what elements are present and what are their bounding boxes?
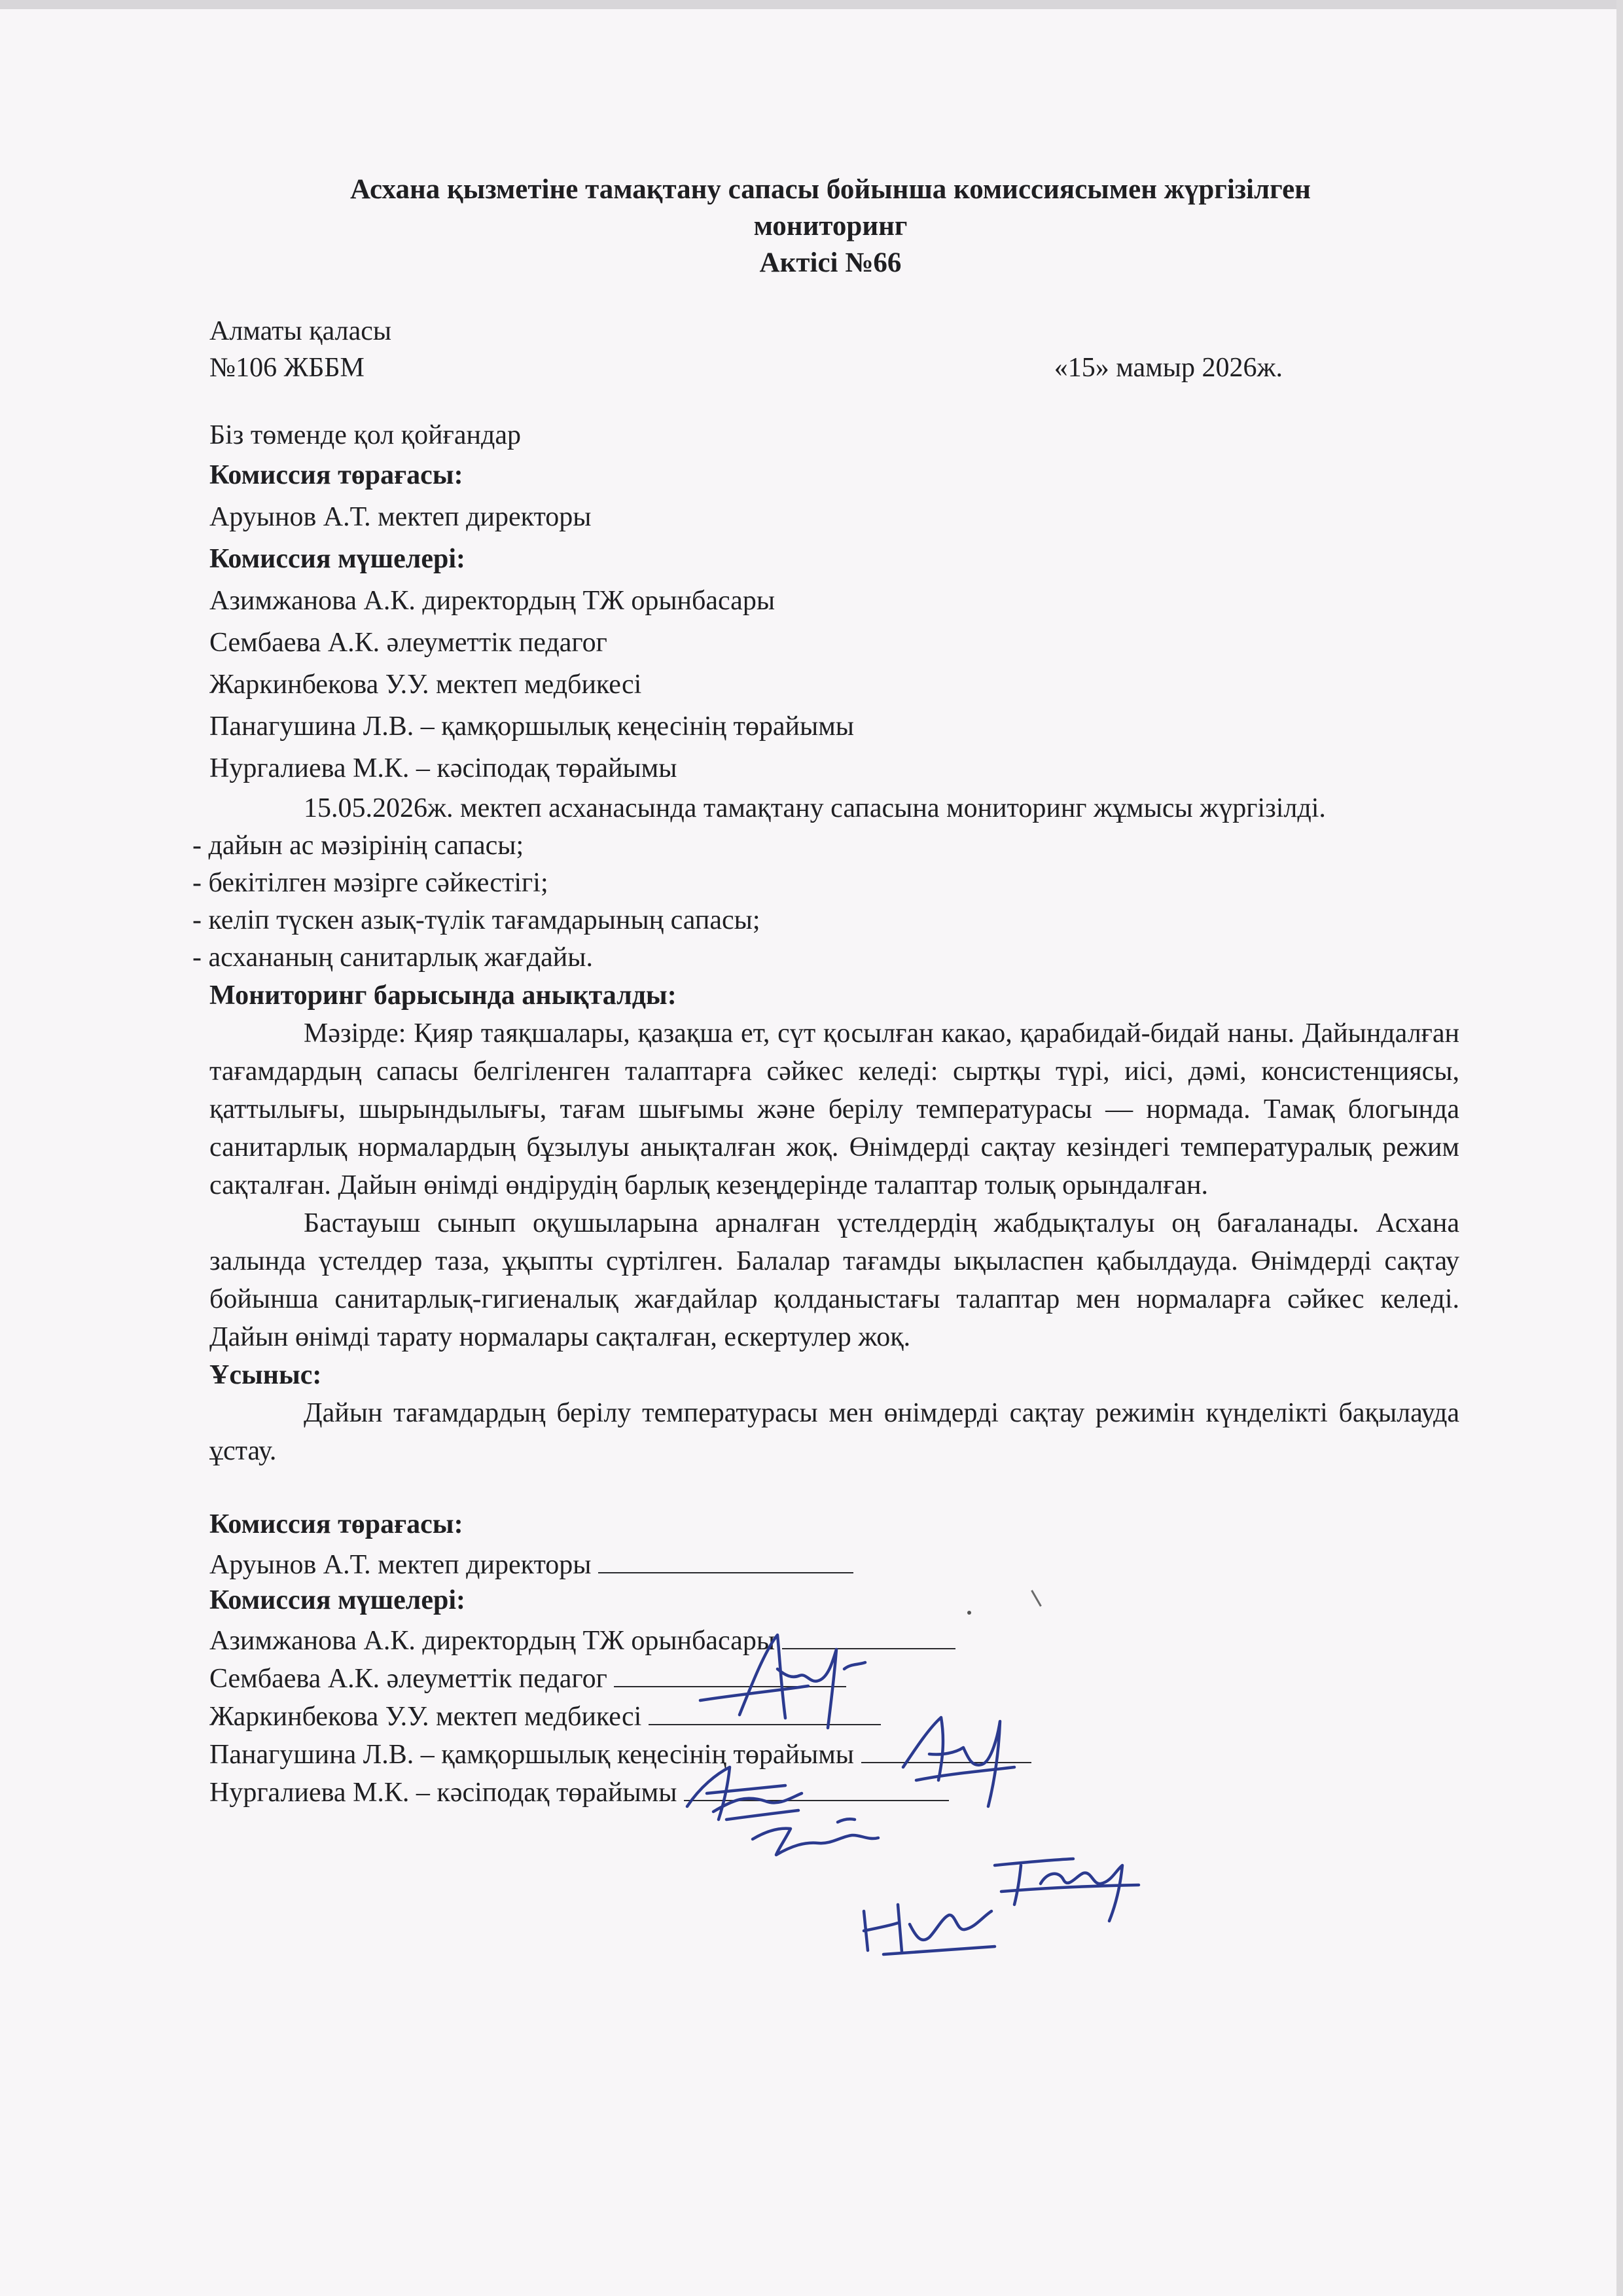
signature-members-label: Комиссия мүшелері: — [209, 1585, 466, 1615]
title-line-2: мониторинг — [753, 211, 908, 242]
document-title — [208, 171, 1453, 281]
bullet-list — [192, 827, 1453, 977]
title-line-1: Асхана қызметіне тамақтану сапасы бойынша комиссиясымен жүргізілген — [350, 174, 1311, 205]
document-content — [192, 171, 1459, 1809]
signature-name: Нургалиева М.К. – кәсіподақ төрайымы — [209, 1778, 677, 1808]
bullet-item: - асхананың санитарлық жағдайы. — [192, 942, 593, 973]
act-date: «15» мамыр 2026ж. — [1054, 353, 1283, 383]
signature-name: Сембаева А.К. әлеуметтік педагог — [209, 1664, 607, 1694]
commission-members-label: Комиссия мүшелері: — [209, 544, 466, 574]
handwritten-signature-member-4 — [982, 1846, 1152, 1924]
signature-name: Панагушина Л.В. – қамқоршылық кеңесінің төрайымы — [209, 1740, 855, 1770]
signature-blank — [614, 1657, 846, 1687]
bullet-item: - келіп түскен азық-түлік тағамдарының сапасы; — [192, 905, 760, 935]
commission-member: Нургалиева М.К. – кәсіподақ төрайымы — [209, 753, 677, 783]
place-block — [209, 313, 1453, 386]
commission-member: Жаркинбекова У.У. мектеп медбикесі — [209, 670, 642, 700]
city: Алматы қаласы — [209, 316, 392, 346]
signature-row-member — [209, 1619, 1453, 1657]
title-line-3: Актісі №66 — [759, 247, 902, 278]
signature-row-member — [209, 1695, 1453, 1733]
findings-paragraph-1: Мәзірде: Қияр таяқшалары, қазақша ет, сүт қосылған какао, қарабидай-бидай наны. Дайындалған тағамдардың сапасы белгіленген талаптарға сәйкес келеді: сыртқы түрі, иісі, дәмі, консистенциясы, қаттылығы, шырындылығы, тағам шығымы және берілу температурасы — нормада. Тамақ блогында санитарлық нормалардың бұзылуы анықталған жоқ. Өнімдерді сақтау кезіндегі температуралық режим сақталған. Дайын өнімді өндірудің барлық кезеңдерінде талаптар толық орындалған. — [209, 1018, 1459, 1200]
commission-member: Азимжанова А.К. директордың ТЖ орынбасары — [209, 586, 776, 616]
signature-row-member — [209, 1657, 1453, 1695]
signature-row-chair — [209, 1543, 1453, 1581]
signature-name: Азимжанова А.К. директордың ТЖ орынбасары — [209, 1626, 776, 1656]
signature-chair-label: Комиссия төрағасы: — [209, 1509, 463, 1539]
commission-member: Сембаева А.К. әлеуметтік педагог — [209, 628, 607, 658]
recommendation-label: Ұсыныс: — [209, 1360, 322, 1390]
commission-chair: Аруынов А.Т. мектеп директоры — [209, 502, 592, 532]
intro-text: Біз төменде қол қойғандар — [209, 420, 521, 450]
school-date-row — [209, 350, 1283, 386]
monitoring-intro: 15.05.2026ж. мектеп асханасында тамақтану сапасына мониторинг жұмысы жүргізілді. — [304, 793, 1326, 823]
recommendation-text: Дайын тағамдардың берілу температурасы мен өнімдерді сақтау режимін күнделікті бақылауда ұстау. — [209, 1398, 1459, 1466]
signature-row-member — [209, 1771, 1453, 1809]
signature-blank — [861, 1733, 1031, 1763]
findings-label: Мониторинг барысында анықталды: — [209, 980, 677, 1011]
signature-blank — [684, 1771, 949, 1801]
school: №106 ЖББМ — [209, 353, 365, 383]
handwritten-signature-member-5 — [844, 1892, 1008, 1964]
signature-name: Жаркинбекова У.У. мектеп медбикесі — [209, 1702, 642, 1732]
signature-blank — [598, 1543, 853, 1573]
signature-name: Аруынов А.Т. мектеп директоры — [209, 1550, 592, 1580]
signature-section — [196, 1505, 1453, 1809]
scan-edge-right — [1616, 0, 1623, 2296]
findings-paragraph-2: Бастауыш сынып оқушыларына арналған үстелдердің жабдықталуы оң бағаланады. Асхана залында үстелдер таза, ұқыпты сүртілген. Балалар тағамды ықыласпен қабылдауда. Өнімдерді сақтау бойынша санитарлық-гигиеналық жағдайлар қолданыстағы талаптар мен нормаларға сәйкес келеді. Дайын өнімді тарату нормалары сақталған, ескертулер жоқ. — [209, 1208, 1459, 1352]
handwritten-signature-member-3 — [740, 1813, 903, 1872]
bullet-item: - дайын ас мәзірінің сапасы; — [192, 831, 524, 861]
signature-blank — [649, 1695, 881, 1725]
scan-edge-top — [0, 0, 1623, 9]
signature-row-member — [209, 1733, 1453, 1771]
bullet-item: - бекітілген мәзірге сәйкестігі; — [192, 868, 548, 898]
commission-chair-label: Комиссия төрағасы: — [209, 460, 463, 490]
scan-speck — [967, 1611, 971, 1615]
commission-member: Панагушина Л.В. – қамқоршылық кеңесінің төрайымы — [209, 711, 855, 742]
signature-blank — [782, 1619, 955, 1649]
